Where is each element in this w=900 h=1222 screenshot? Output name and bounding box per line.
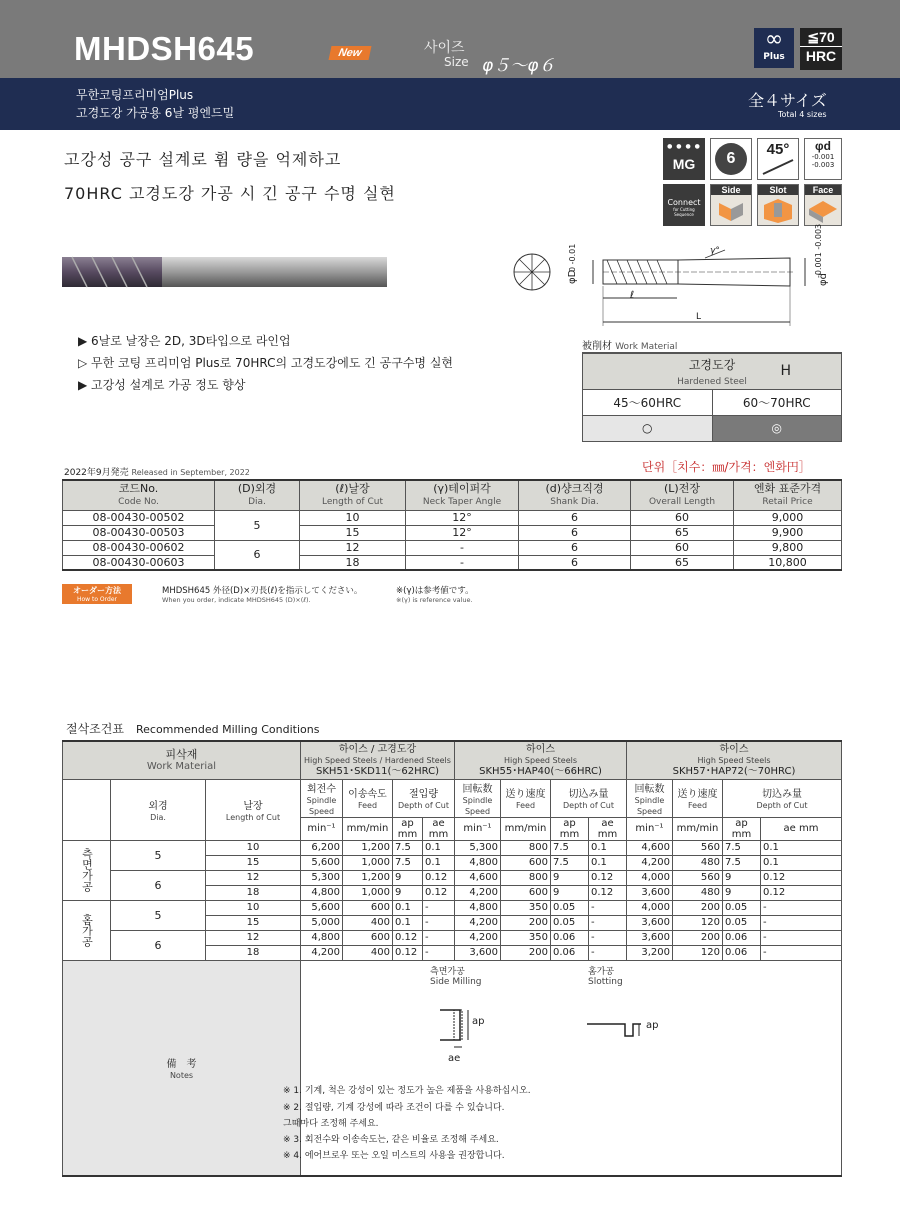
dia-cell: 5 — [111, 900, 206, 930]
col-price: 엔화 표준가격 Retail Price — [734, 480, 842, 510]
slot-label: Slot — [758, 185, 798, 195]
value-cell: 7.5 — [393, 840, 423, 855]
value-cell: 3,600 — [455, 945, 501, 960]
note-5: ※ 4. 에어브로우 또는 오일 미스트의 사용을 권장합니다. — [283, 1151, 505, 1161]
tolerance-icon — [804, 138, 842, 180]
connect-label: Connect — [667, 198, 701, 207]
value-cell: 4,600 — [627, 840, 673, 855]
value-cell: 3,600 — [627, 885, 673, 900]
col-length: (L)전장 Overall Length — [631, 480, 734, 510]
ref-note-en: ※(γ) is reference value. — [396, 596, 473, 604]
value-cell: 0.12 — [761, 870, 842, 885]
technical-drawing — [505, 240, 845, 330]
value-cell: 600 — [343, 930, 393, 945]
infinity-plus-icon: ∞ Plus — [754, 28, 794, 68]
value-cell: - — [423, 945, 455, 960]
group-3-header: 하이스 High Speed Steels SKH57･HAP72(〜70HRC) — [627, 741, 842, 779]
value-cell: - — [761, 930, 842, 945]
note-1: ※ 1. 기계, 척은 강성이 있는 정도가 높은 제품을 사용하십시오. — [283, 1086, 531, 1096]
value-cell: 18 — [206, 945, 301, 960]
value-cell: 480 — [673, 885, 723, 900]
table-row: 08-00430-00603 18 - 6 65 10,800 — [63, 555, 842, 570]
value-cell: 12 — [206, 870, 301, 885]
value-cell: 480 — [673, 855, 723, 870]
value-cell: 0.06 — [723, 945, 761, 960]
value-cell: 0.12 — [423, 870, 455, 885]
value-cell: 200 — [673, 900, 723, 915]
total-sizes-en: Total 4 sizes — [778, 110, 827, 119]
value-cell: 120 — [673, 915, 723, 930]
value-cell: 7.5 — [723, 855, 761, 870]
value-cell: 4,200 — [301, 945, 343, 960]
group-2-header: 하이스 High Speed Steels SKH55･HAP40(〜66HRC) — [455, 741, 627, 779]
side-diagram-label-en: Side Milling — [430, 977, 482, 987]
tol-label: φd — [815, 139, 831, 153]
value-cell: 0.1 — [589, 840, 627, 855]
value-cell: 0.05 — [723, 900, 761, 915]
value-cell: 0.1 — [761, 855, 842, 870]
table-row — [63, 840, 842, 855]
value-cell: 5,300 — [455, 840, 501, 855]
value-cell: 4,800 — [301, 930, 343, 945]
value-cell: 4,000 — [627, 870, 673, 885]
product-title: MHDSH645 — [74, 30, 255, 67]
mark-1: ○ — [583, 415, 713, 441]
table-row — [63, 870, 842, 885]
table-row: 08-00430-00503 15 12° 6 65 9,900 — [63, 525, 842, 540]
value-cell: 7.5 — [723, 840, 761, 855]
value-cell: 5,000 — [301, 915, 343, 930]
ap-label-slot: ap — [646, 1020, 659, 1031]
value-cell: 5,600 — [301, 855, 343, 870]
flutes-icon — [710, 138, 752, 180]
value-cell: 5,600 — [301, 900, 343, 915]
tool-photo — [62, 252, 392, 292]
work-material-header: 피삭재 Work Material — [63, 741, 301, 779]
value-cell: 0.06 — [723, 930, 761, 945]
value-cell: 9 — [551, 870, 589, 885]
value-cell: 4,200 — [455, 885, 501, 900]
table-row: 08-00430-00502 5 10 12° 6 60 9,000 — [63, 510, 842, 525]
col-loc: (ℓ)날장 Length of Cut — [300, 480, 406, 510]
loc-label: ℓ — [630, 290, 635, 301]
value-cell: 0.1 — [423, 855, 455, 870]
face-label: Face — [805, 185, 841, 195]
value-cell: 0.12 — [423, 885, 455, 900]
value-cell: - — [761, 915, 842, 930]
helix-angle: 45° — [766, 141, 790, 158]
value-cell: 4,200 — [455, 915, 501, 930]
hrc-bottom: HRC — [805, 48, 837, 64]
value-cell: 4,800 — [455, 855, 501, 870]
value-cell: 600 — [501, 885, 551, 900]
helix-angle-icon — [757, 138, 799, 180]
work-material-table — [582, 352, 842, 442]
work-material-label: 被削材 Work Material — [582, 341, 678, 352]
bullet-2: ▷ 무한 코팅 프리미엄 Plus로 70HRC의 고경도강에도 긴 공구수명 실현 — [78, 356, 454, 370]
value-cell: 120 — [673, 945, 723, 960]
release-note: 2022年9月発売 Released in September, 2022 — [64, 468, 250, 478]
col-code: 코드No. Code No. — [63, 480, 215, 510]
col-taper: (γ)테이퍼각 Neck Taper Angle — [406, 480, 519, 510]
value-cell: 18 — [206, 885, 301, 900]
value-cell: 0.12 — [589, 885, 627, 900]
col-dia: (D)외경 Dia. — [215, 480, 300, 510]
hrc-top: ≦70 — [800, 28, 842, 47]
value-cell: 200 — [501, 915, 551, 930]
value-cell: 0.06 — [551, 930, 589, 945]
value-cell: 0.1 — [393, 900, 423, 915]
order-badge: オーダー方法 How to Order — [62, 584, 132, 604]
value-cell: 7.5 — [551, 840, 589, 855]
value-cell: 1,200 — [343, 840, 393, 855]
new-badge: New — [329, 46, 372, 60]
ref-note: ※(γ)は参考値です。 — [396, 586, 474, 596]
table-row — [63, 930, 842, 945]
value-cell: 4,600 — [455, 870, 501, 885]
size-label-kr: 사이즈 — [424, 40, 465, 56]
range-1: 45〜60HRC — [583, 389, 713, 415]
value-cell: 4,000 — [627, 900, 673, 915]
process-label: 홈가공 — [63, 900, 111, 960]
value-cell: 12 — [206, 930, 301, 945]
value-cell: 1,000 — [343, 855, 393, 870]
value-cell: 4,200 — [455, 930, 501, 945]
group-1-header: 하이스 / 고경도강 High Speed Steels / Hardened Steels SKH51･SKD11(〜62HRC) — [301, 741, 455, 779]
value-cell: 800 — [501, 840, 551, 855]
face-milling-icon — [804, 184, 842, 226]
value-cell: 15 — [206, 855, 301, 870]
value-cell: - — [761, 900, 842, 915]
conditions-title: 절삭조건표 Recommended Milling Conditions — [66, 722, 320, 736]
size-label-en: Size — [444, 55, 469, 69]
value-cell: 6,200 — [301, 840, 343, 855]
value-cell: - — [423, 930, 455, 945]
process-label: 측면가공 — [63, 840, 111, 900]
unit-label: 단위［치수：㎜/가격：엔화円］ — [642, 460, 811, 474]
value-cell: 0.12 — [393, 945, 423, 960]
overall-length-label: L — [696, 312, 702, 322]
table-row — [63, 900, 842, 915]
value-cell: 5,300 — [301, 870, 343, 885]
notes-label: 備 考 Notes — [63, 960, 301, 1176]
value-cell: - — [423, 900, 455, 915]
value-cell: - — [423, 915, 455, 930]
slot-diagram-label: 홈가공 — [588, 967, 615, 977]
value-cell: 9 — [393, 870, 423, 885]
order-text: MHDSH645 外径(D)×刃長(ℓ)を指示してください。 — [162, 586, 363, 596]
value-cell: 0.1 — [423, 840, 455, 855]
value-cell: 15 — [206, 915, 301, 930]
mg-icon: ● ● ● ● MG — [663, 138, 705, 180]
ae-label-side: ae — [448, 1053, 461, 1064]
spec-table — [62, 479, 842, 571]
flutes-count: 6 — [715, 143, 747, 175]
value-cell: 0.06 — [551, 945, 589, 960]
bullet-1: ▶ 6날로 날장은 2D, 3D타입으로 라인업 — [78, 334, 291, 348]
value-cell: 600 — [501, 855, 551, 870]
dia-cell: 6 — [111, 930, 206, 960]
value-cell: 7.5 — [551, 855, 589, 870]
tol-2: -0.003 — [811, 161, 835, 169]
value-cell: 9 — [723, 885, 761, 900]
value-cell: 560 — [673, 840, 723, 855]
col-shank: (d)샹크직경 Shank Dia. — [519, 480, 631, 510]
side-label: Side — [711, 185, 751, 195]
value-cell: 9 — [723, 870, 761, 885]
note-2: ※ 2. 절입량, 기계 강성에 따라 조건이 다를 수 있습니다. — [283, 1103, 505, 1113]
table-row: 08-00430-00602 6 12 - 6 60 9,800 — [63, 540, 842, 555]
value-cell: - — [589, 915, 627, 930]
plus-label: Plus — [763, 52, 785, 62]
subheader-line2: 고경도강 가공용 6날 평엔드밀 — [76, 106, 235, 120]
tol-1: -0.001 — [811, 153, 835, 161]
dia-cell: 6 — [111, 870, 206, 900]
bullet-3: ▶ 고강성 설계로 가공 정도 향상 — [78, 378, 246, 392]
conditions-table: 피삭재 Work Material 하이스 / 고경도강 High Speed Steels / Hardened Steels SKH51･SKD11(〜62HRC) 하이스 High Speed Steels SKH55･HAP40(〜66HRC) 하이스 High Speed Steels SKH57･HAP72(〜70HRC) 외경 Dia. 날장 Length of Cut 회전수 Spindle Speed 이송속도 Feed 절입량 Depth of Cut 回転数 Spindle Speed 送り速度 Feed 切込み量 Depth of Cut 回転数 Spindle Speed 送り速度 Feed 切込み量 Depth of Cut min⁻¹ mm/min ap mm ae mm min⁻¹ mm/min ap mm ae mm min⁻¹ mm/min ap mm ae mm 측면가공 5 10 6,200 1,200 7.5 0.1 5,300 800 7.5 0.1 4,600 560 7.5 0.1 15 5,600 1,000 7.5 0.1 4,800 600 7.5 0.1 4,200 480 7.5 0.1 6 12 5,300 1,200 9 0.12 4,600 800 9 0.12 4,000 560 9 0.12 18 4,800 1,000 9 0.12 4,200 600 9 0.12 3,600 480 9 0.12 홈가공 5 10 5,600 600 0.1 - 4,800 350 0.05 - 4,000 200 0.05 - 15 5,000 400 0.1 - 4,200 200 0.05 - 3,600 120 0.05 - 6 12 4,800 600 0.12 - 4,200 350 0.06 - 3,600 200 0.06 - 18 4,200 400 0.12 - 3,600 200 0.06 - 3,200 120 0.06 - 備 考 Notes — [62, 740, 842, 1177]
value-cell: 3,600 — [627, 915, 673, 930]
side-diagram-label: 측면가공 — [430, 967, 465, 977]
ap-label-side: ap — [472, 1016, 485, 1027]
dia-label: φD — [567, 269, 578, 284]
dia-tol: 0 -0.01 — [568, 243, 577, 272]
value-cell: 4,200 — [627, 855, 673, 870]
headline-1: 고강성 공구 설계로 휨 량을 억제하고 — [64, 150, 342, 169]
value-cell: 400 — [343, 945, 393, 960]
value-cell: 0.05 — [551, 915, 589, 930]
loc-header: 날장 Length of Cut — [206, 779, 301, 840]
slot-milling-diagram — [585, 1010, 655, 1050]
value-cell: 7.5 — [393, 855, 423, 870]
value-cell: 3,200 — [627, 945, 673, 960]
shank-label: φd — [818, 273, 829, 286]
gamma-label: γ° — [710, 246, 720, 256]
value-cell: 0.05 — [551, 900, 589, 915]
dia-header: 외경 Dia. — [111, 779, 206, 840]
headline-2: 70HRC 고경도강 가공 시 긴 공구 수명 실현 — [64, 184, 396, 203]
note-3: 그때마다 조정해 주세요. — [283, 1119, 379, 1129]
note-4: ※ 3. 회전수와 이송속도는, 같은 비율로 조정해 주세요. — [283, 1135, 499, 1145]
value-cell: 560 — [673, 870, 723, 885]
value-cell: 350 — [501, 900, 551, 915]
value-cell: 0.1 — [589, 855, 627, 870]
units-row: min⁻¹ mm/min ap mm ae mm min⁻¹ mm/min ap mm ae mm min⁻¹ mm/min ap mm ae mm — [63, 817, 842, 840]
total-sizes: 全４サイズ — [748, 91, 827, 110]
value-cell: 1,000 — [343, 885, 393, 900]
value-cell: 1,200 — [343, 870, 393, 885]
value-cell: 9 — [551, 885, 589, 900]
value-cell: 600 — [343, 900, 393, 915]
value-cell: 0.12 — [589, 870, 627, 885]
range-2: 60〜70HRC — [712, 389, 842, 415]
value-cell: 4,800 — [301, 885, 343, 900]
mark-2: ◎ — [712, 415, 842, 441]
value-cell: 0.12 — [761, 885, 842, 900]
value-cell: - — [589, 930, 627, 945]
shank-tol: -0.001 -0.003 — [814, 223, 823, 278]
value-cell: 200 — [501, 945, 551, 960]
slot-milling-icon — [757, 184, 799, 226]
value-cell: 10 — [206, 900, 301, 915]
value-cell: 200 — [673, 930, 723, 945]
mg-label: MG — [672, 156, 696, 172]
value-cell: 3,600 — [627, 930, 673, 945]
order-text-en: When you order, indicate MHDSH645 (D)×(ℓ). — [162, 596, 311, 604]
value-cell: 400 — [343, 915, 393, 930]
subheader-line1: 무한코팅프리미엄Plus — [76, 88, 194, 102]
slot-diagram-label-en: Slotting — [588, 977, 623, 987]
value-cell: 350 — [501, 930, 551, 945]
work-material-cell: 고경도강 Hardened Steel H — [583, 353, 842, 389]
size-value: φ５～φ６ — [482, 56, 556, 76]
connect-sub: for Cutting Sequence — [673, 207, 695, 217]
value-cell: 0.12 — [393, 930, 423, 945]
value-cell: 800 — [501, 870, 551, 885]
value-cell: 9 — [393, 885, 423, 900]
value-cell: - — [761, 945, 842, 960]
value-cell: 0.05 — [723, 915, 761, 930]
dia-cell: 5 — [111, 840, 206, 870]
value-cell: - — [589, 945, 627, 960]
value-cell: 4,800 — [455, 900, 501, 915]
side-milling-icon — [710, 184, 752, 226]
value-cell: 0.1 — [761, 840, 842, 855]
value-cell: - — [589, 900, 627, 915]
connect-icon — [663, 184, 705, 226]
value-cell: 0.1 — [393, 915, 423, 930]
value-cell: 10 — [206, 840, 301, 855]
hrc-icon — [800, 28, 842, 70]
